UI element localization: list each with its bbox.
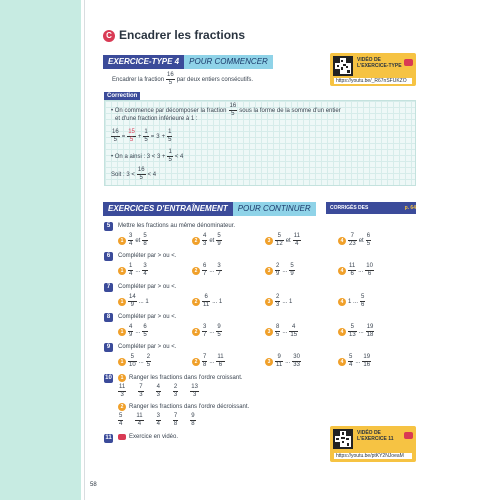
fraction: $\frac{7}{8}$ bbox=[203, 354, 207, 368]
fraction: $\frac{2}{5}$ bbox=[146, 354, 151, 368]
entrainement-sub: POUR CONTINUER bbox=[233, 202, 316, 216]
exercise-item bbox=[192, 324, 222, 339]
item-number: 1 bbox=[118, 267, 126, 275]
play-video-icon[interactable] bbox=[404, 59, 413, 66]
separator: ... 1 bbox=[282, 298, 293, 305]
item-number: 3 bbox=[265, 358, 273, 366]
separator: ... bbox=[209, 267, 215, 274]
item-number: 1 bbox=[118, 298, 126, 306]
exercise-number: 5 bbox=[104, 222, 113, 231]
fraction: $\frac{7}{8}$ bbox=[173, 413, 178, 427]
entrainement-label: EXERCICES D'ENTRAÎNEMENT bbox=[103, 202, 233, 216]
fraction: $\frac{2}{3}$ bbox=[173, 384, 178, 398]
video-title: VIDÉO DE L'EXERCICE-TYPE bbox=[357, 57, 402, 69]
exercise-statement: Compléter par > ou <. bbox=[118, 253, 177, 259]
video-link[interactable]: https://youtu.be/ptKY2NJoeaM bbox=[334, 453, 412, 459]
fraction: $\frac{5}{12}$ bbox=[276, 233, 283, 247]
separator: ... bbox=[282, 328, 288, 335]
exercice-type-banner bbox=[103, 55, 273, 69]
exercice-type-label: EXERCICE-TYPE 4 bbox=[103, 55, 184, 69]
fraction: $\frac{5}{6}$ bbox=[361, 294, 365, 308]
exercise-item bbox=[265, 263, 295, 278]
item-number: 3 bbox=[265, 267, 273, 275]
exercise-item bbox=[192, 263, 222, 278]
fraction: $\frac{5}{13}$ bbox=[349, 324, 356, 338]
exercise-item bbox=[192, 294, 222, 309]
exercise-item bbox=[192, 233, 222, 248]
item-number: 2 bbox=[192, 358, 200, 366]
fraction: $\frac{11}{4}$ bbox=[293, 233, 300, 247]
play-video-icon[interactable] bbox=[404, 432, 413, 439]
fraction: $\frac{9}{8}$ bbox=[191, 413, 195, 427]
exercise-item bbox=[338, 263, 374, 278]
exercise-statement: Compléter par > ou <. bbox=[118, 314, 177, 320]
fraction: $\frac{3}{4}$ bbox=[143, 263, 147, 277]
fraction: $\frac{4}{3}$ bbox=[156, 384, 160, 398]
separator: ... bbox=[209, 328, 215, 335]
item-number: 2 bbox=[192, 328, 200, 336]
correction-box: • On commence par décomposer la fraction $\frac{16}{5}$ sous la forme de la somme d'un entier et d'une fraction inférieure à 1 : $\frac{16}{5}$ = $\frac{15}{5}$ + $\frac{1}{5}$ = 3 + $\frac{1}{5}$ • On a ainsi : 3 < 3 + $\frac{1}{5}$ < 4 Soit : 3 < $\frac{16}{5}$ < 4 bbox=[104, 100, 416, 186]
separator: ... bbox=[355, 358, 361, 365]
exercice-type-sub: POUR COMMENCER bbox=[184, 55, 273, 69]
fraction: $\frac{7}{23}$ bbox=[349, 233, 356, 247]
green-margin bbox=[0, 0, 81, 500]
exercise-number: 10 bbox=[105, 375, 112, 381]
item-number: 3 bbox=[265, 328, 273, 336]
exercise-statement: Compléter par > ou <. bbox=[118, 284, 177, 290]
exercise-number: 9 bbox=[104, 343, 113, 352]
fraction: $\frac{4}{9}$ bbox=[129, 324, 133, 338]
fraction: $\frac{9}{5}$ bbox=[217, 324, 221, 338]
exercise-item bbox=[338, 233, 371, 248]
item-number: 1 bbox=[118, 237, 126, 245]
fraction: $\frac{5}{4}$ bbox=[119, 413, 123, 427]
exercise-item bbox=[118, 233, 148, 248]
fraction: $\frac{6}{5}$ bbox=[366, 233, 371, 247]
exercise-number: 6 bbox=[104, 252, 113, 261]
entrainement-banner bbox=[103, 202, 316, 216]
exercise-item bbox=[118, 294, 149, 309]
exercise-statement: Mettre les fractions au même dénominateur. bbox=[118, 223, 236, 229]
video-box-exercice-type[interactable] bbox=[330, 53, 416, 86]
item-number: 3 bbox=[265, 237, 273, 245]
fraction: $\frac{9}{11}$ bbox=[276, 354, 283, 368]
exercice-type-statement: Encadrer la fraction $\frac{16}{5}$ par deux entiers consécutifs. bbox=[112, 72, 254, 86]
exercise-item bbox=[338, 294, 365, 309]
item-number: 1 bbox=[118, 358, 126, 366]
separator: ... 1 bbox=[212, 298, 223, 305]
fraction-list-croissant bbox=[118, 384, 199, 399]
item-number: 2 bbox=[192, 237, 200, 245]
separator: ... bbox=[135, 328, 141, 335]
separator: et bbox=[358, 237, 364, 244]
video-link[interactable]: https://youtu.be/_R67nSFUKZO bbox=[334, 78, 412, 84]
exercise-number: 7 bbox=[104, 283, 113, 292]
fraction: $\frac{13}{3}$ bbox=[191, 384, 198, 398]
fraction: $\frac{11}{3}$ bbox=[119, 384, 126, 398]
corriges-link[interactable]: CORRIGÉS DES EXERCICES p. 64 bbox=[326, 202, 416, 214]
page-edge bbox=[84, 0, 85, 500]
fraction: $\frac{6}{5}$ bbox=[143, 324, 147, 338]
separator: et bbox=[285, 237, 291, 244]
item-number: 2 bbox=[192, 267, 200, 275]
fraction: $\frac{7}{3}$ bbox=[139, 384, 143, 398]
item-number: 1 bbox=[118, 328, 126, 336]
fraction: $\frac{3}{4}$ bbox=[156, 413, 160, 427]
exercise-item bbox=[265, 324, 298, 339]
fraction: $\frac{5}{4}$ bbox=[349, 354, 353, 368]
fraction: $\frac{4}{15}$ bbox=[290, 324, 298, 338]
correction-tag: Correction bbox=[104, 92, 140, 100]
video-icon[interactable] bbox=[118, 434, 126, 440]
fraction: $\frac{5}{9}$ bbox=[217, 233, 221, 247]
exercise-item bbox=[265, 354, 301, 369]
item-number: 3 bbox=[265, 298, 273, 306]
decomposition-equation: $\frac{16}{5}$ = $\frac{15}{5}$ + $\frac{1}{5}$ = 3 + $\frac{1}{5}$ bbox=[112, 129, 172, 143]
fraction: $\frac{2}{9}$ bbox=[276, 263, 280, 277]
fraction: $\frac{5}{9}$ bbox=[290, 263, 294, 277]
item-number: 4 bbox=[338, 298, 346, 306]
separator: ... bbox=[209, 358, 215, 365]
video-title: VIDÉO DE L'EXERCICE 11 bbox=[357, 430, 394, 442]
separator: 1 ... bbox=[348, 298, 359, 305]
exercise-item bbox=[118, 263, 148, 278]
separator: et bbox=[209, 237, 215, 244]
fraction: $\frac{3}{7}$ bbox=[217, 263, 221, 277]
qr-code-icon[interactable] bbox=[333, 429, 353, 449]
exercise-number: 11 bbox=[105, 435, 112, 441]
exercise-item bbox=[118, 324, 148, 339]
fraction: $\frac{3}{4}$ bbox=[129, 233, 133, 247]
separator: ... 1 bbox=[138, 298, 149, 305]
fraction: $\frac{10}{6}$ bbox=[366, 263, 373, 277]
separator: ... bbox=[135, 267, 141, 274]
fraction: $\frac{19}{16}$ bbox=[363, 354, 371, 368]
separator: ... bbox=[282, 267, 288, 274]
exercise-statement: Compléter par > ou <. bbox=[118, 344, 177, 350]
fraction: $\frac{1}{4}$ bbox=[129, 263, 133, 277]
exercise-item bbox=[192, 354, 225, 369]
fraction: $\frac{4}{3}$ bbox=[203, 233, 207, 247]
fraction: $\frac{19}{18}$ bbox=[366, 324, 374, 338]
item-number: 4 bbox=[338, 328, 346, 336]
exercise-item bbox=[338, 354, 371, 369]
item-number: 4 bbox=[338, 237, 346, 245]
item-number: 2 bbox=[192, 298, 200, 306]
page-number: 58 bbox=[90, 482, 97, 488]
exercise-item bbox=[118, 354, 151, 369]
fraction-list-decroissant bbox=[118, 413, 196, 428]
exercise-number: 8 bbox=[104, 313, 113, 322]
separator: et bbox=[135, 237, 141, 244]
fraction: $\frac{2}{3}$ bbox=[276, 294, 280, 308]
fraction: $\frac{8}{5}$ bbox=[276, 324, 280, 338]
fraction: $\frac{30}{33}$ bbox=[293, 354, 300, 368]
separator: ... bbox=[138, 358, 144, 365]
fraction: $\frac{16}{5}$ bbox=[167, 72, 174, 86]
separator: ... bbox=[358, 328, 364, 335]
section-badge: C bbox=[103, 30, 115, 42]
fraction: $\frac{6}{11}$ bbox=[203, 294, 210, 308]
fraction: $\frac{5}{10}$ bbox=[129, 354, 136, 368]
fraction: $\frac{6}{7}$ bbox=[203, 263, 207, 277]
fraction: $\frac{11}{6}$ bbox=[217, 354, 224, 368]
separator: ... bbox=[358, 267, 364, 274]
exercise-item bbox=[338, 324, 374, 339]
video-box-exercice-11[interactable] bbox=[330, 426, 416, 462]
fraction: $\frac{11}{4}$ bbox=[136, 413, 143, 427]
qr-code-icon[interactable] bbox=[333, 56, 353, 76]
section-title: Encadrer les fractions bbox=[119, 28, 246, 42]
fraction: $\frac{5}{8}$ bbox=[143, 233, 147, 247]
exercise-item bbox=[265, 233, 301, 248]
exercise-item bbox=[265, 294, 292, 309]
fraction: $\frac{3}{7}$ bbox=[203, 324, 207, 338]
fraction: $\frac{14}{9}$ bbox=[129, 294, 136, 308]
item-number: 4 bbox=[338, 267, 346, 275]
separator: ... bbox=[285, 358, 291, 365]
fraction: $\frac{16}{5}$ bbox=[229, 103, 237, 117]
conclusion: Soit : 3 < $\frac{16}{5}$ < 4 bbox=[111, 167, 157, 181]
item-number: 4 bbox=[338, 358, 346, 366]
fraction: $\frac{11}{6}$ bbox=[349, 263, 356, 277]
